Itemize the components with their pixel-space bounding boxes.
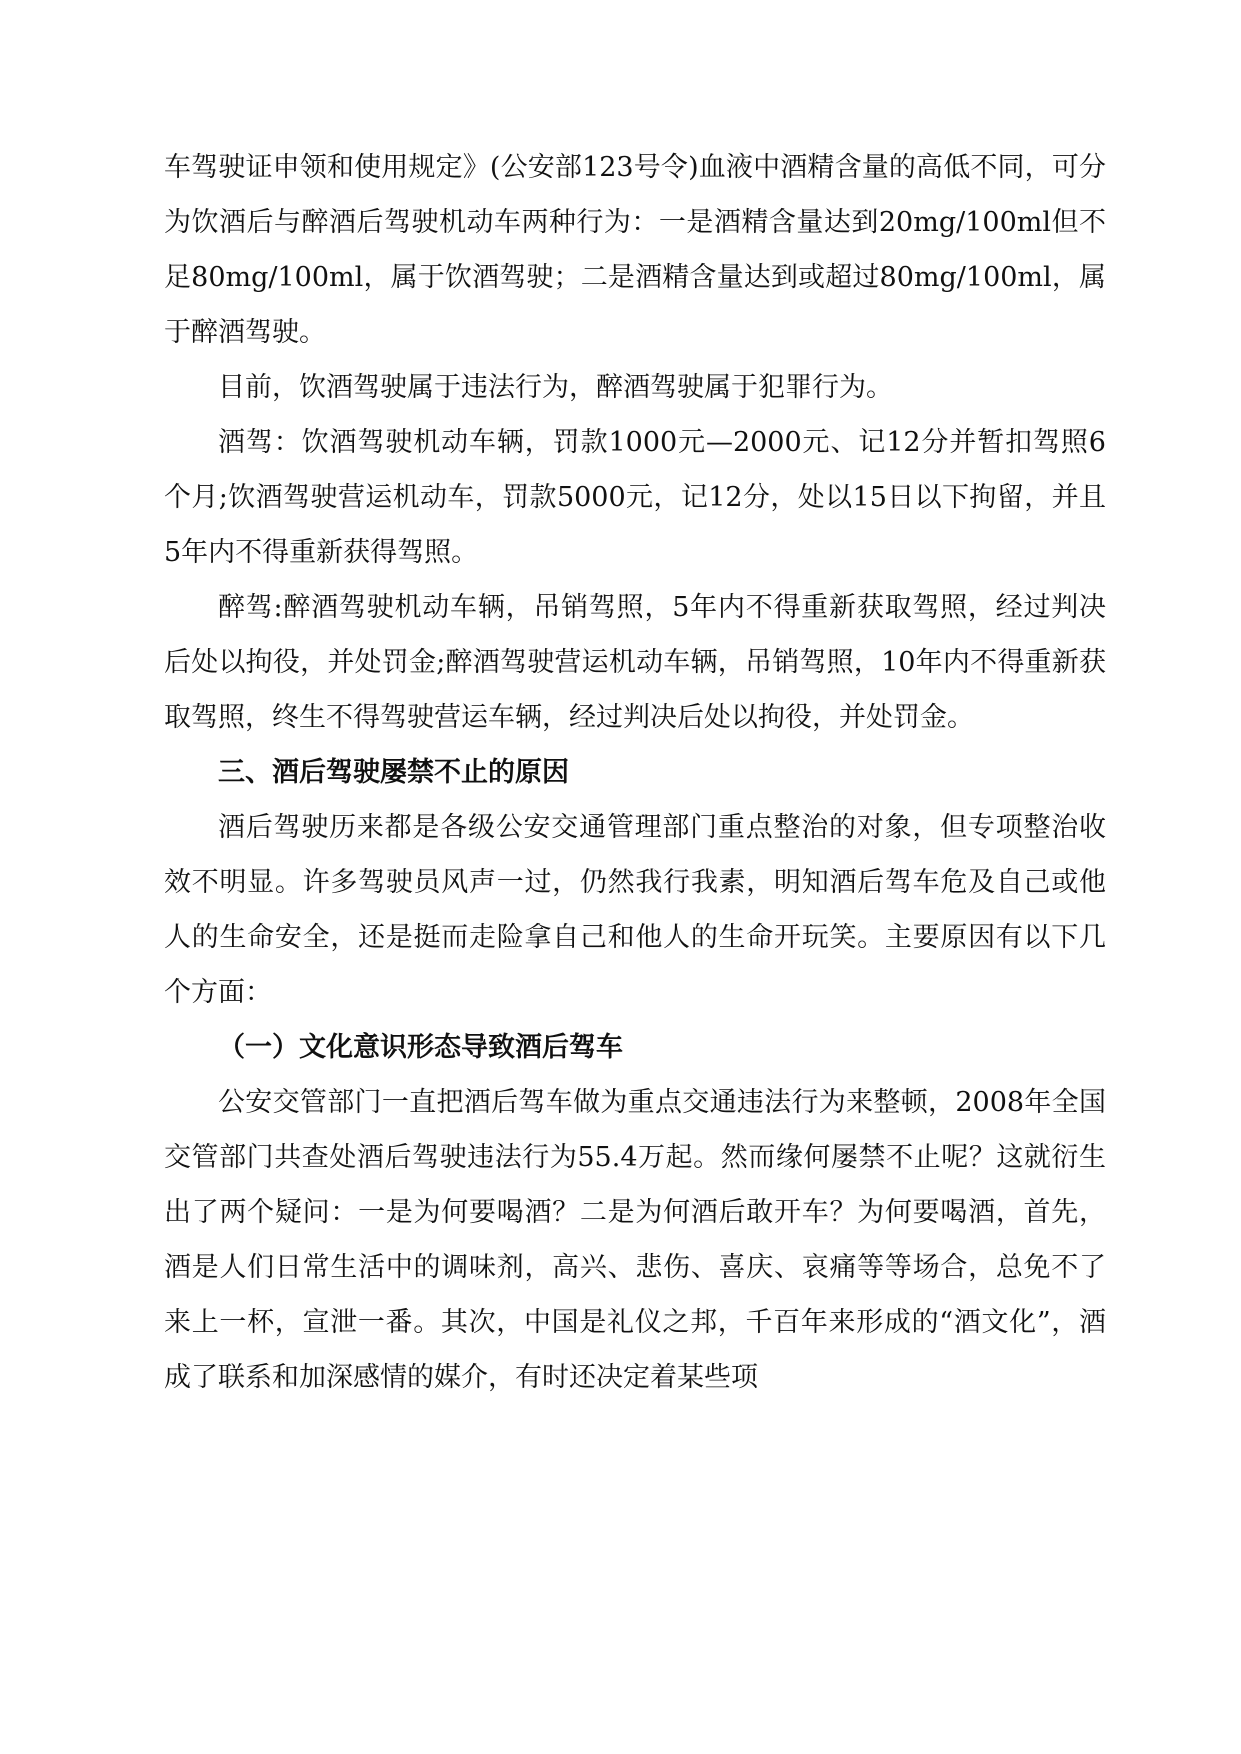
paragraph-culture-discussion: 公安交管部门一直把酒后驾车做为重点交通违法行为来整顿，2008年全国交管部门共查处酒后驾驶违法行为55.4万起。然而缘何屡禁不止呢？这就衍生出了两个疑问：一是为何要喝酒？二是为何酒后敢开车？为何要喝酒，首先，酒是人们日常生活中的调味剂，高兴、悲伤、喜庆、哀痛等等场合，总免不了来上一杯，宣泄一番。其次，中国是礼仪之邦，千百年来形成的“酒文化”，酒成了联系和加深感情的媒介，有时还决定着某些项 xyxy=(164,1087,1106,1393)
paragraph-current-status: 目前，饮酒驾驶属于违法行为，醉酒驾驶属于犯罪行为。 xyxy=(218,372,893,403)
subsection-heading-culture: （一）文化意识形态导致酒后驾车 xyxy=(218,1032,623,1063)
paragraph-license-rules: 车驾驶证申领和使用规定》(公安部123号令)血液中酒精含量的高低不同，可分为饮酒后与醉酒后驾驶机动车两种行为：一是酒精含量达到20mg/100ml但不足80mg/100ml，属于饮酒驾驶；二是酒精含量达到或超过80mg/100ml，属于醉酒驾驶。 xyxy=(164,152,1106,348)
paragraph-drink-driving-penalty: 酒驾：饮酒驾驶机动车辆，罚款1000元—2000元、记12分并暂扣驾照6个月;饮酒驾驶营运机动车，罚款5000元，记12分，处以15日以下拘留，并且5年内不得重新获得驾照。 xyxy=(164,427,1106,568)
paragraph-causes-intro: 酒后驾驶历来都是各级公安交通管理部门重点整治的对象，但专项整治收效不明显。许多驾驶员风声一过，仍然我行我素，明知酒后驾车危及自己或他人的生命安全，还是挺而走险拿自己和他人的生命开玩笑。主要原因有以下几个方面： xyxy=(164,812,1106,1008)
document-body xyxy=(164,140,1106,1405)
paragraph-drunk-driving-penalty: 醉驾:醉酒驾驶机动车辆，吊销驾照，5年内不得重新获取驾照，经过判决后处以拘役，并处罚金;醉酒驾驶营运机动车辆，吊销驾照，10年内不得重新获取驾照，终生不得驾驶营运车辆，经过判决后处以拘役，并处罚金。 xyxy=(164,592,1106,733)
section-heading-causes: 三、酒后驾驶屡禁不止的原因 xyxy=(218,757,569,788)
